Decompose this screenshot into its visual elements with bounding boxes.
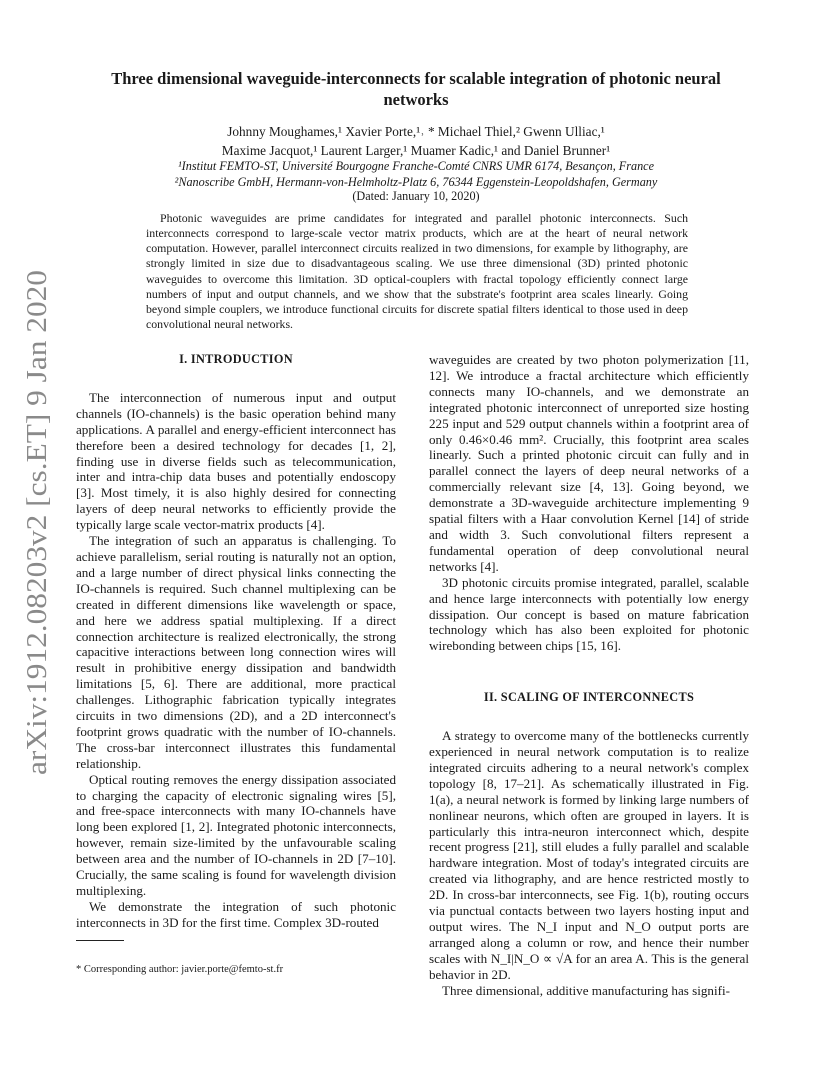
affiliation-2: ²Nanoscribe GmbH, Hermann-von-Helmholtz-Platz 6, 76344 Eggenstein-Leopoldshafen, Germany [174, 174, 658, 189]
paragraph: 3D photonic circuits promise integrated, parallel, scalable and hence large interconnects with potentially low energy dissipation. Our concept is based on mature fabrication technology which has also been exploited for photonic wirebonding between chips [15, 16]. [429, 574, 749, 654]
section-heading-introduction: I. INTRODUCTION [179, 352, 293, 366]
section-heading-scaling: II. SCALING OF INTERCONNECTS [483, 690, 695, 705]
footnote: * Corresponding author: javier.porte@femto-st.fr [76, 964, 284, 975]
abstract: Photonic waveguides are prime candidates for integrated and parallel photonic interconnects. Such interconnects correspond to large-scale vector matrix products, which are at the heart of neural network computation. However, parallel interconnect circuits realized in two dimensions, for example by lithography, are strongly limited in size due to disadvantageous scaling. We use three dimensional (3D) printed photonic waveguides to overcome this limitation. 3D optical-couplers with fractal topology efficiently connect large numbers of input and output channels, and we show that the substrate's footprint area scales linearly. Going beyond simple couplers, we introduce functional circuits for discrete spatial filters identical to those used in deep convolutional neural networks. [146, 211, 688, 332]
author-line-1: Johnny Moughames,¹ Xavier Porte,¹˒ * Michael Thiel,² Gwenn Ulliac,¹ [227, 124, 605, 139]
date-line: (Dated: January 10, 2020) [352, 189, 480, 203]
paragraph: Optical routing removes the energy dissipation associated to charging the capacity of electronic signaling wires [5], and free-space interconnects with many IO-channels have long been explored [1, 2]. Integrated photonic interconnects, however, remain size-limited by the unfavourable scaling between area and the number of IO-channels in 2D [7–10]. Crucially, the same scaling is found for wavelength division multiplexing. [76, 771, 396, 898]
left-column [76, 352, 396, 931]
paragraph: A strategy to overcome many of the bottlenecks currently experienced in neural network computation is to realize integrated circuits adhering to a neural network's complex topology [8, 17–21]. As schematically illustrated in Fig. 1(a), a neural network is formed by linking large numbers of nonlinear neurons, which often are grouped in layers. It is particularly this intra-neuron interconnect which, despite recent progress [21], still eludes a fully parallel and scalable hardware integration. Most of today's integrated circuits are created via lithography, and are hence restricted mostly to 2D. In cross-bar interconnects, see Fig. 1(b), routing occurs via punctual contacts between two layers hosting input and output wires. The N_I input and N_O output ports are arranged along a column or row, and hence their number scales with N_I|N_O ∝ √A for an area A. This is the general behavior in 2D. [429, 728, 749, 982]
paragraph: Three dimensional, additive manufacturing has signifi- [442, 982, 730, 998]
author-line-2: Maxime Jacquot,¹ Laurent Larger,¹ Muamer Kadic,¹ and Daniel Brunner¹ [221, 143, 611, 158]
author-list [100, 122, 732, 160]
paragraph: We demonstrate the integration of such photonic interconnects in 3D for the first time. Complex 3D-routed [76, 898, 396, 930]
right-column [429, 352, 749, 999]
arxiv-side-stamp [6, 265, 62, 780]
footnote-rule [76, 940, 124, 941]
affiliations [100, 159, 732, 190]
paragraph: The interconnection of numerous input and output channels (IO-channels) is the basic operation behind many applications. A parallel and energy-efficient interconnect has therefore been a desired technology for decades [1, 2], finding use in diverse fields such as telecommunication, inter and intra-chip data buses and potentially endoscopy [3]. Most timely, it is also highly desired for connecting layers of deep neural networks to efficiently provide the typically large scale vector-matrix products [4]. [76, 389, 396, 533]
arxiv-stamp-svg [6, 265, 62, 780]
arxiv-stamp-text: arXiv:1912.08203v2 [cs.ET] 9 Jan 2020 [22, 323, 53, 775]
paragraph: waveguides are created by two photon polymerization [11, 12]. We introduce a fractal architecture which efficiently connects many IO-channels, and we demonstrate an integrated photonic interconnect of unreported size hosting 225 input and 529 output channels within a footprint area of only 0.46×0.46 mm². Crucially, this footprint area scales linearly. Such a printed photonic circuit can fully and in parallel connect the layers of deep neural networks of a commercially relevant size [4, 13]. Going beyond, we demonstrate a 3D-waveguide architecture implementing 9 spatial filters with a Haar convolution Kernel [14] of stride and width 3. Such convolutional filters represent a fundamental operation of deep convolutional neural networks [4]. [429, 352, 749, 574]
paragraph: The integration of such an apparatus is challenging. To achieve parallelism, serial routing is naturally not an option, and a large number of direct physical links connecting the IO-channels is required. Such channel multiplexing can be created in different dimensions like wavelength or space, and here we address spatial multiplexing. If a direct connection architecture is realized electronically, the strong capacitive interactions between long connection wires will result in prohibitive energy dissipation and bandwidth limitations [5, 6]. There are additional, more practical challenges. Lithographic fabrication typically integrates circuits in two dimensions (2D), and a 2D interconnect's footprint grows quadratic with the number of IO-channels. The cross-bar interconnect illustrates this fundamental relationship. [76, 533, 396, 771]
affiliation-1: ¹Institut FEMTO-ST, Université Bourgogne Franche-Comté CNRS UMR 6174, Besançon, France [178, 159, 654, 173]
paper-title: Three dimensional waveguide-interconnects for scalable integration of photonic neural networks [111, 69, 721, 109]
